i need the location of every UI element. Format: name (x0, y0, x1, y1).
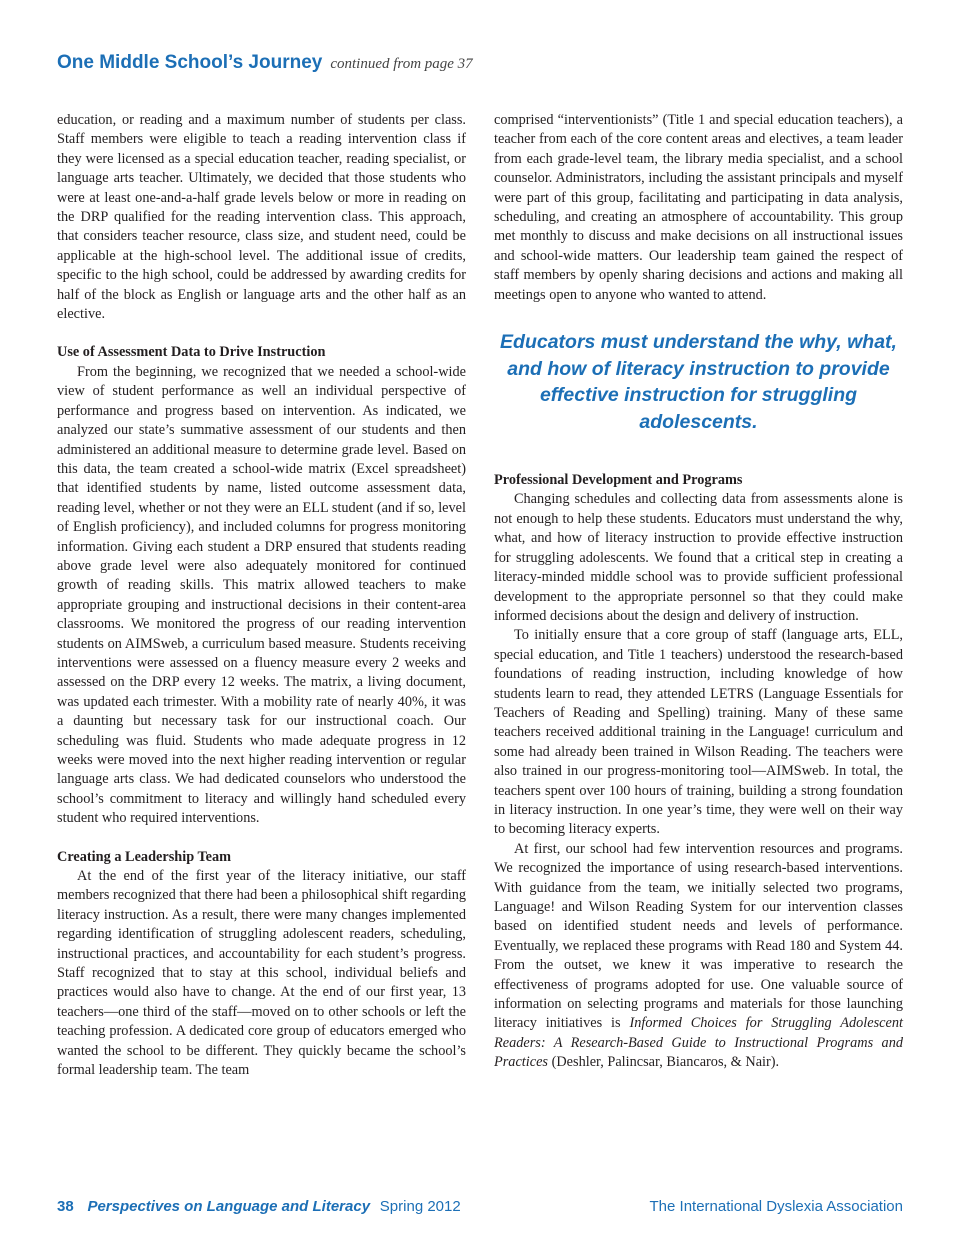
organization-name: The International Dyslexia Association (649, 1198, 903, 1215)
body-paragraph: From the beginning, we recognized that we needed a school-wide view of student performance as well an individual perspective of performance and progress based on intervention. As indicated, we analyzed our state’s summative assessment of our students and then administered an additional measure to determine grade level. Based on this data, the team created a school-wide matrix (Excel spreadsheet) that identified students by name, listed outcome assessment data, reading level, whether or not they were an ELL student (and if so, level of English proficiency), and included columns for progress monitoring information. Giving each student a DRP ensured that students reading above grade level were also adequately monitored for continued growth of reading skills. This matrix allowed teachers to make appropriate grouping and instructional decisions in their content-area classrooms. We monitored the progress of our reading intervention students on AIMSweb, a curriculum based measure. Students receiving interventions were assessed on a fluency measure every 2 weeks and assessed on the DRP every 12 weeks. The matrix, a living document, was updated each trimester. With a mobility rate of nearly 40%, it was a daunting but necessary task for our instructional coach. Our scheduling was fluid. Students who made adequate progress in 12 weeks were moved into the next higher reading intervention or regular language arts class. We had dedicated counselors who understood the school’s commitment to literacy and willingly hand scheduled every student who required interventions. (57, 363, 466, 827)
body-text: At first, our school had few intervention resources and programs. We recognized the importance of using research-based interventions. With guidance from the team, we initially selected two programs, Language! and Wilson Reading System for our intervention classes based on identified student needs and levels of performance. Eventually, we replaced these programs with Read 180 and System 44. From the outset, we knew it was imperative to research the effectiveness of programs adopted for use. One valuable source of information on selecting programs and materials for those launching literacy initiatives is (494, 840, 903, 1032)
cited-book-title: Informed Choices for Struggling Adolescent Readers: A Research-Based Guide to Instructional Programs and Practices (494, 1015, 903, 1071)
body-paragraph (494, 840, 903, 1073)
journal-name: Perspectives on Language and Literacy (87, 1198, 371, 1215)
body-paragraph: Changing schedules and collecting data from assessments alone is not enough to help these students. Educators must understand the why, what, and how of literacy instruction to provide effective instruction for struggling adolescents. We found that a critical step in creating a literacy-minded middle school was to provide sufficient professional development to the appropriate personnel so that they could make informed decisions about the design and delivery of instruction. (494, 491, 903, 624)
pull-quote: Educators must understand the why, what, and how of literacy instruction to provide effective instruction for struggling adolescents. (500, 331, 897, 433)
issue-date: Spring 2012 (379, 1198, 461, 1215)
body-paragraph: comprised “interventionists” (Title 1 and special education teachers), a teacher from each of the core content areas and electives, a team leader from each grade-level team, the library media specialist, and a school counselor. Administrators, including the assistant principals and myself were part of this group, facilitating and participating in data analysis, scheduling, and creating an atmosphere of accountability. This group met monthly to discuss and make decisions on all instructional issues and school-wide matters. Our leadership team gained the respect of staff members by openly sharing decisions and actions and making all meetings open to anyone who wanted to attend. (494, 112, 903, 303)
right-column (494, 111, 903, 1073)
body-paragraph: To initially ensure that a core group of staff (language arts, ELL, special education, and Title 1 teachers) understood the research-based foundations of reading instruction, including knowledge of how students learn to read, they attended LETRS (Language Essentials for Teachers of Reading and Spelling) training. Many of these same teachers received additional training in the Language! curriculum and some had already been trained in Wilson Reading. The teachers were also trained in our progress-monitoring tool—AIMSweb. In total, the teachers spent over 100 hours of training, building a strong foundation in literacy instruction. In one year’s time, they were well on their way to becoming literacy experts. (494, 627, 903, 838)
continued-note: continued from page 37 (330, 56, 473, 72)
section-heading-professional-development: Professional Development and Programs (494, 472, 743, 489)
page-footer (57, 1198, 903, 1220)
article-title: One Middle School’s Journey (57, 52, 323, 73)
body-text: (Deshler, Palincsar, Biancaros, & Nair). (551, 1054, 780, 1071)
body-paragraph: education, or reading and a maximum number of students per class. Staff members were eligible to teach a reading intervention class if they were licensed as a special education teacher, reading specialist, or language arts teacher. Ultimately, we decided that those students who were at least one-and-a-half grade levels below or more in reading on the DRP qualified for the reading intervention class. This approach, that considers teacher resource, class size, and student need, could be applicable at the high-school level. The additional issue of credits, specific to the high school, could be addressed by awarding credits for half of the block as English or language arts and the other half as an elective. (57, 112, 466, 323)
running-header (57, 52, 473, 74)
section-heading-leadership: Creating a Leadership Team (57, 848, 232, 865)
body-paragraph: At the end of the first year of the literacy initiative, our staff members recognized that there had been a philosophical shift regarding literacy instruction. As a result, there were many changes implemented regarding identification of struggling adolescent readers, scheduling, instructional practices, and accountability for each student’s progress. Staff recognized that to stay at this school, individual beliefs and practices would also have to change. At the end of our first year, 13 teachers—one third of the staff—moved on to other schools or left the teaching profession. A dedicated core group of educators emerged who wanted the school to be different. They quickly became the school’s formal leadership team. The team (57, 868, 466, 1079)
page-number: 38 (57, 1198, 74, 1215)
section-heading-assessment: Use of Assessment Data to Drive Instruction (57, 344, 326, 361)
left-column (57, 111, 466, 1081)
